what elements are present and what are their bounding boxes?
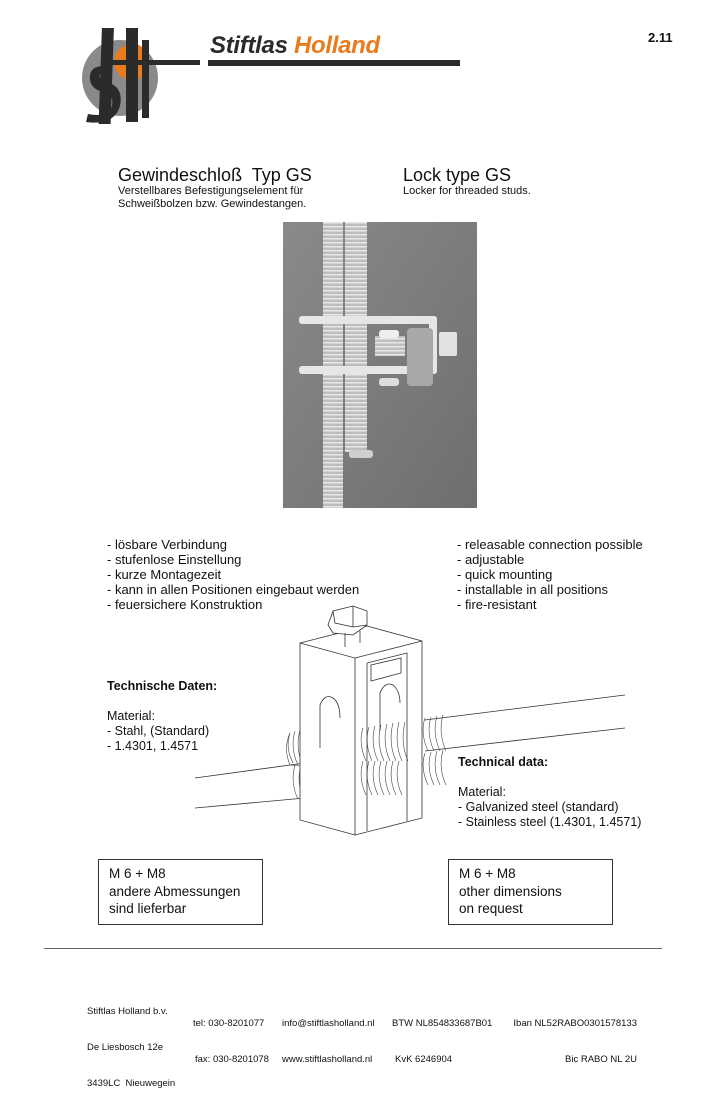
footer-contact: [282, 994, 375, 1078]
material-item: - Stahl, (Standard): [107, 724, 210, 738]
feature-item: - releasable connection possible: [457, 537, 643, 552]
footer-kvk: KvK 6246904: [395, 1054, 453, 1065]
technical-heading-en: Technical data:: [458, 755, 549, 769]
company-logo: [80, 26, 460, 126]
features-list-en: [457, 537, 643, 612]
product-title-en-block: [403, 165, 531, 198]
dimensions-line: other dimensions: [459, 883, 562, 899]
product-title-de-block: [118, 165, 312, 211]
footer-phone: [193, 994, 269, 1078]
feature-item: - installable in all positions: [457, 582, 609, 597]
product-desc-de-line1: Verstellbares Befestigungselement für: [118, 185, 304, 197]
dimensions-line: on request: [459, 901, 523, 916]
product-desc-en-line1: Locker for threaded studs.: [403, 185, 531, 197]
footer-address: [87, 982, 175, 1102]
feature-item: - feuersichere Konstruktion: [107, 597, 263, 612]
dimensions-box-en: [448, 859, 613, 925]
product-photo: [283, 222, 477, 508]
footer-iban: Iban NL52RABO0301578133: [513, 1018, 637, 1029]
material-label-de: Material:: [107, 709, 155, 723]
feature-item: - adjustable: [457, 552, 525, 567]
footer-bank: [513, 994, 637, 1078]
feature-item: - kurze Montagezeit: [107, 567, 222, 582]
features-list-de: [107, 537, 359, 612]
footer-tel: tel: 030-8201077: [193, 1018, 265, 1029]
feature-item: - stufenlose Einstellung: [107, 552, 242, 567]
product-title-en: Lock type GS: [403, 165, 512, 185]
feature-item: - fire-resistant: [457, 597, 537, 612]
brand-name: [210, 32, 380, 60]
footer-street: De Liesbosch 12e: [87, 1042, 164, 1053]
footer-web[interactable]: www.stiftlasholland.nl: [282, 1054, 373, 1065]
brand-name-part1: Stiftlas: [210, 32, 288, 59]
technical-heading-de: Technische Daten:: [107, 679, 218, 693]
dimensions-line: sind lieferbar: [109, 901, 187, 916]
dimensions-line: M 6 + M8: [459, 866, 516, 881]
footer-company: Stiftlas Holland b.v.: [87, 1006, 168, 1017]
dimensions-line: andere Abmessungen: [109, 883, 241, 899]
material-item: - Galvanized steel (standard): [458, 800, 619, 814]
feature-item: - kann in allen Positionen eingebaut werden: [107, 582, 360, 597]
product-title-de: Gewindeschloß Typ GS: [118, 165, 312, 185]
footer-registration: [392, 994, 492, 1078]
footer-city: 3439LC Nieuwegein: [87, 1078, 176, 1089]
footer-email[interactable]: info@stiftlasholland.nl: [282, 1018, 375, 1029]
dimensions-line: M 6 + M8: [109, 866, 166, 881]
footer-divider: [44, 948, 662, 949]
footer-btw: BTW NL854833687B01: [392, 1018, 493, 1029]
feature-item: - quick mounting: [457, 567, 553, 582]
brand-name-part2: Holland: [294, 32, 380, 59]
page-number: 2.11: [648, 30, 673, 45]
footer-bic: Bic RABO NL 2U: [565, 1054, 637, 1065]
footer-fax: fax: 030-8201078: [195, 1054, 269, 1065]
technical-data-de: [107, 679, 217, 754]
material-item: - Stainless steel (1.4301, 1.4571): [458, 815, 642, 829]
material-label-en: Material:: [458, 785, 506, 799]
dimensions-box-de: [98, 859, 263, 925]
product-desc-de-line2: Schweißbolzen bzw. Gewindestangen.: [118, 198, 307, 210]
material-item: - 1.4301, 1.4571: [107, 739, 199, 753]
technical-data-en: [458, 755, 641, 830]
feature-item: - lösbare Verbindung: [107, 537, 227, 552]
